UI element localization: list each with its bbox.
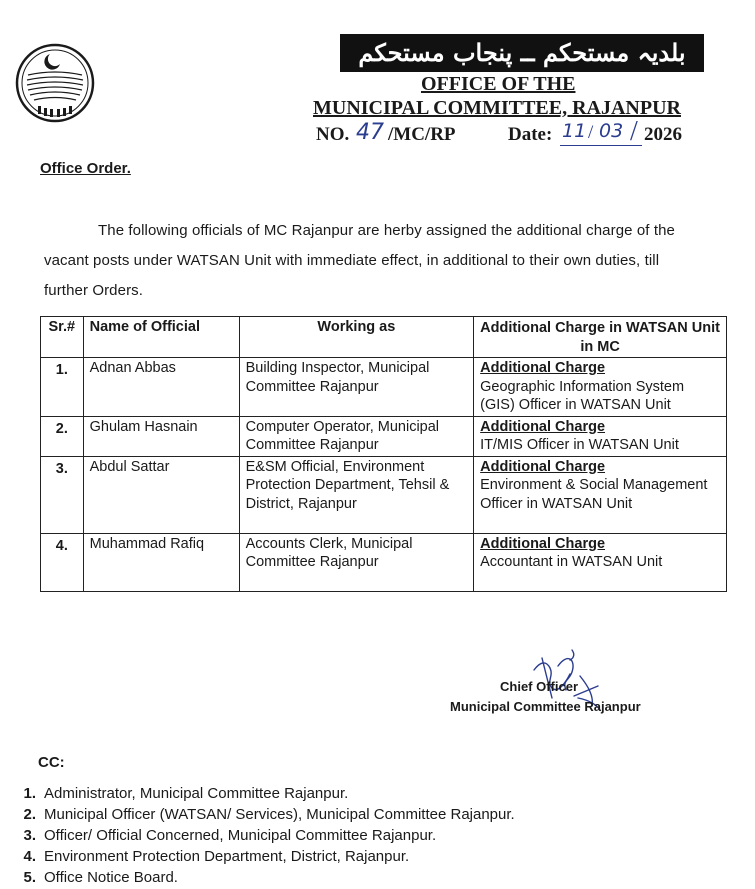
cell-working-as: Building Inspector, Municipal Committee Rajanpur [239,358,474,417]
cell-additional-charge [474,456,727,533]
cell-additional-charge [474,358,727,417]
cell-name: Muhammad Rafiq [83,533,239,591]
list-item [10,804,515,825]
date-separator: / [588,122,594,143]
header-additional-charge: Additional Charge in WATSAN Unit in MC [474,317,727,358]
office-order-heading: Office Order. [40,160,131,177]
additional-charge-label: Additional Charge [480,535,606,552]
date-month-handwritten: 03 [599,120,624,142]
table-row [41,358,727,417]
cc-item-text: Administrator, Municipal Committee Rajanpur. [44,785,349,802]
cell-sr: 3. [41,456,84,533]
additional-charge-post: Accountant in WATSAN Unit [480,554,663,570]
cell-name: Abdul Sattar [83,456,239,533]
officials-table [40,316,727,592]
cc-item-text: Municipal Officer (WATSAN/ Services), Municipal Committee Rajanpur. [44,806,515,823]
cc-item-number: 3. [23,827,36,844]
cell-additional-charge [474,533,727,591]
date-year: 2026 [644,124,682,145]
cc-item-number: 2. [23,806,36,823]
cc-label: CC: [38,754,65,771]
urdu-slogan-banner: بلدیہ مستحکم ــ پنجاب مستحکم [340,34,704,72]
cell-sr: 4. [41,533,84,591]
signatory-organization: Municipal Committee Rajanpur [450,699,641,714]
reference-number-handwritten: 47 [356,120,384,145]
additional-charge-post: IT/MIS Officer in WATSAN Unit [480,437,679,453]
cc-item-text: Officer/ Official Concerned, Municipal Committee Rajanpur. [44,827,437,844]
cell-sr: 2. [41,416,84,456]
cell-additional-charge [474,416,727,456]
order-paragraph: The following officials of MC Rajanpur are herby assigned the additional charge of the vacant posts under WATSAN Unit with immediate effect, in additional to their own duties, till further Orders. [44,222,675,299]
date-label: Date: [508,124,553,145]
table-row [41,416,727,456]
cell-working-as: E&SM Official, Environment Protection Department, Tehsil & District, Rajanpur [239,456,474,533]
additional-charge-label: Additional Charge [480,360,606,376]
header-sr: Sr.# [41,317,84,358]
date-underline [560,145,642,146]
header-name: Name of Official [83,317,239,358]
table-row [41,456,727,533]
cell-working-as: Accounts Clerk, Municipal Committee Rajanpur [239,533,474,591]
cc-item-text: Environment Protection Department, District, Rajanpur. [44,848,410,865]
reference-number-suffix: /MC/RP [388,124,456,145]
cc-item-number: 4. [23,848,36,865]
cell-sr: 1. [41,358,84,417]
punjab-government-logo [14,42,96,124]
additional-charge-label: Additional Charge [480,418,606,435]
cc-list [10,783,515,888]
additional-charge-label: Additional Charge [480,458,606,475]
committee-heading: MUNICIPAL COMMITTEE, RAJANPUR [313,97,681,119]
date-day-handwritten: 11 [562,120,587,142]
date-separator: / [630,116,638,147]
table-header-row [41,317,727,358]
list-item [10,867,515,888]
cc-item-number: 1. [23,785,36,802]
reference-number-label: NO. [316,124,350,145]
signatory-title: Chief Officer [500,679,579,694]
list-item [10,825,515,846]
list-item [10,783,515,804]
header-working-as: Working as [239,317,474,358]
additional-charge-post: Geographic Information System (GIS) Officer in WATSAN Unit [480,378,685,413]
cell-name: Adnan Abbas [83,358,239,417]
cc-item-text: Office Notice Board. [44,869,178,886]
cell-name: Ghulam Hasnain [83,416,239,456]
table-row [41,533,727,591]
cell-working-as: Computer Operator, Municipal Committee Rajanpur [239,416,474,456]
list-item [10,846,515,867]
additional-charge-post: Environment & Social Management Officer in WATSAN Unit [480,477,708,512]
reference-line [316,116,696,150]
office-of-heading: OFFICE OF THE [421,73,576,95]
cc-item-number: 5. [23,869,36,886]
